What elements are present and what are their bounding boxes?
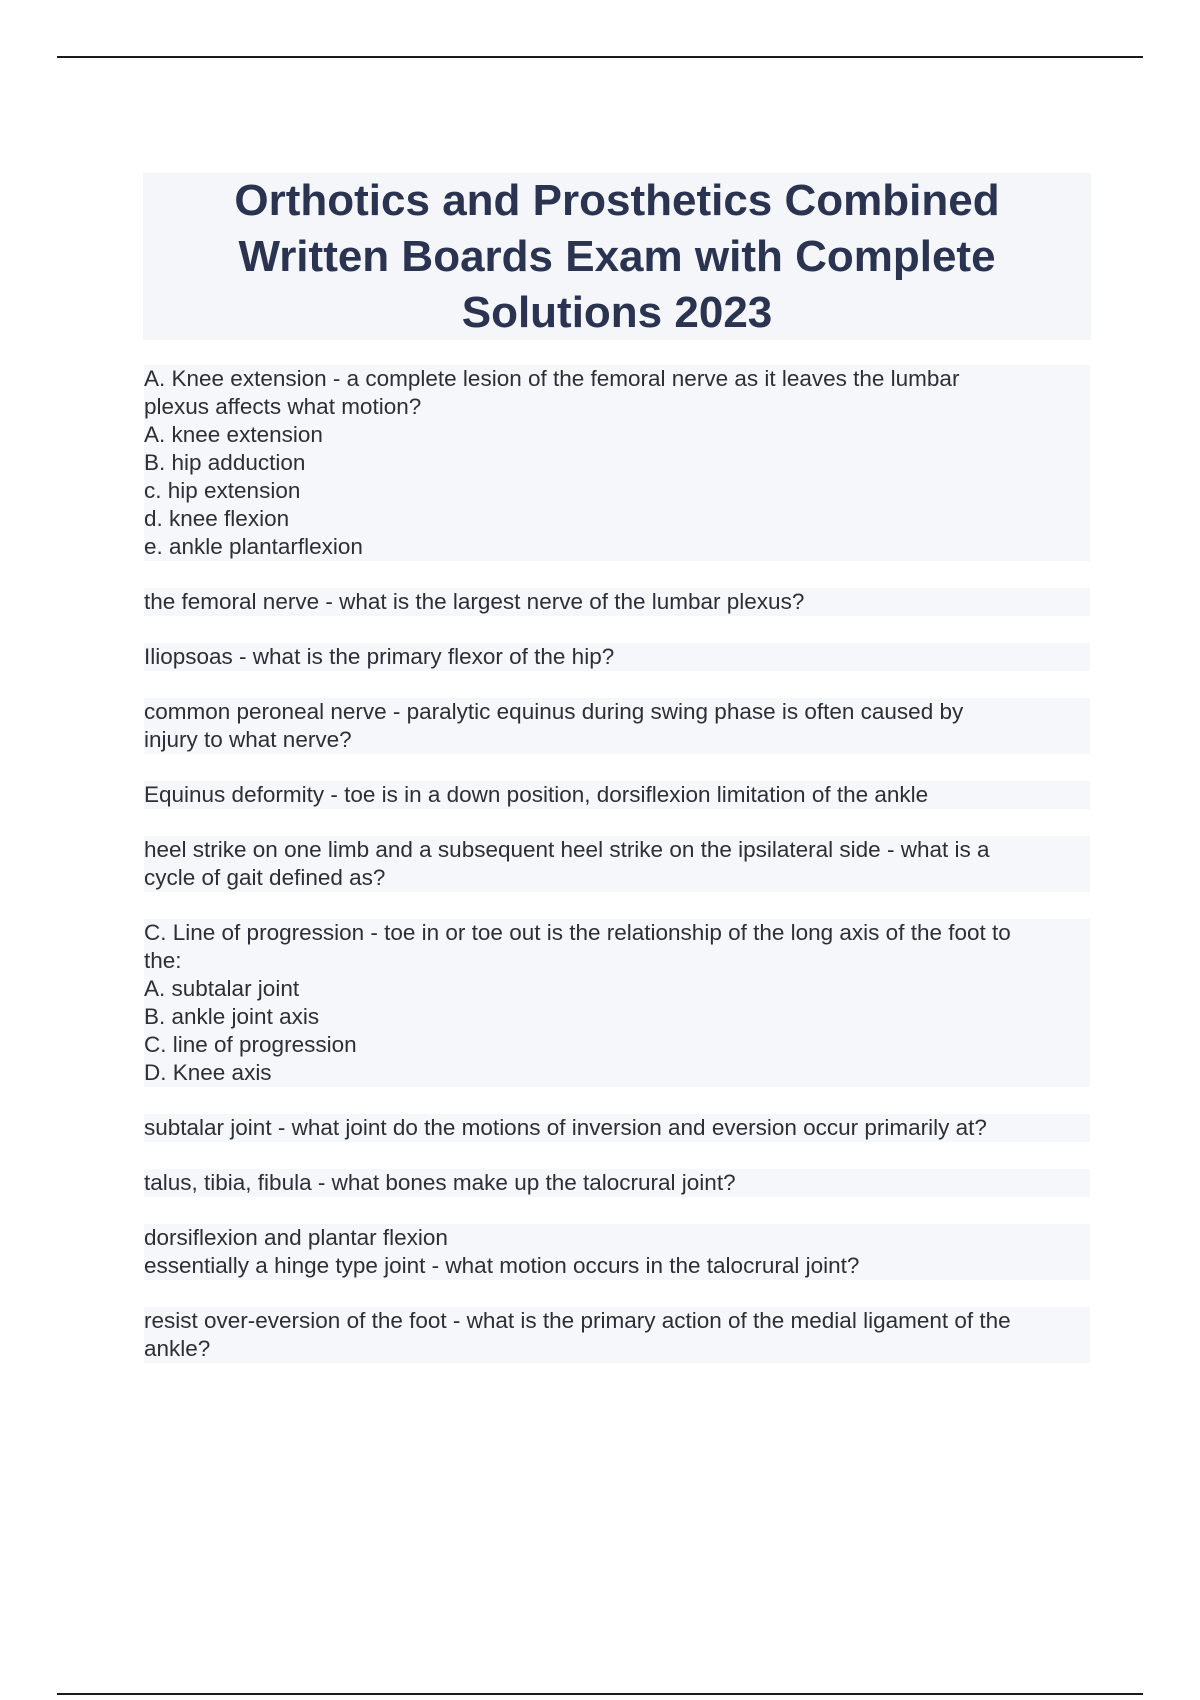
qa-line: talus, tibia, fibula - what bones make up the talocrural joint? [144, 1169, 1090, 1197]
qa-item [144, 1114, 1090, 1142]
qa-item [144, 1307, 1090, 1363]
qa-item [144, 781, 1090, 809]
qa-line: cycle of gait defined as? [144, 864, 1090, 892]
qa-line: injury to what nerve? [144, 726, 1090, 754]
qa-line: A. Knee extension - a complete lesion of the femoral nerve as it leaves the lumbar [144, 365, 1090, 393]
qa-line: subtalar joint - what joint do the motions of inversion and eversion occur primarily at? [144, 1114, 1090, 1142]
qa-item [144, 588, 1090, 616]
qa-line: A. subtalar joint [144, 975, 1090, 1003]
qa-line: d. knee flexion [144, 505, 1090, 533]
qa-line: the femoral nerve - what is the largest nerve of the lumbar plexus? [144, 588, 1090, 616]
qa-item [144, 365, 1090, 561]
qa-line: resist over-eversion of the foot - what is the primary action of the medial ligament of the [144, 1307, 1090, 1335]
qa-list [144, 365, 1090, 1390]
qa-line: common peroneal nerve - paralytic equinus during swing phase is often caused by [144, 698, 1090, 726]
qa-line: the: [144, 947, 1090, 975]
qa-line: ankle? [144, 1335, 1090, 1363]
document-title: Orthotics and Prosthetics Combined Written Boards Exam with Complete Solutions 2023 [234, 175, 1000, 337]
qa-line: Equinus deformity - toe is in a down position, dorsiflexion limitation of the ankle [144, 781, 1090, 809]
qa-line: C. Line of progression - toe in or toe out is the relationship of the long axis of the foot to [144, 919, 1090, 947]
title-banner [143, 173, 1091, 340]
qa-line: C. line of progression [144, 1031, 1090, 1059]
qa-line: c. hip extension [144, 477, 1090, 505]
qa-line: B. hip adduction [144, 449, 1090, 477]
qa-line: heel strike on one limb and a subsequent heel strike on the ipsilateral side - what is a [144, 836, 1090, 864]
top-divider [57, 56, 1143, 58]
qa-line: A. knee extension [144, 421, 1090, 449]
qa-line: e. ankle plantarflexion [144, 533, 1090, 561]
qa-line: B. ankle joint axis [144, 1003, 1090, 1031]
qa-line: D. Knee axis [144, 1059, 1090, 1087]
qa-item [144, 643, 1090, 671]
qa-item [144, 919, 1090, 1087]
qa-line: Iliopsoas - what is the primary flexor of the hip? [144, 643, 1090, 671]
bottom-divider [57, 1693, 1143, 1695]
qa-line: essentially a hinge type joint - what motion occurs in the talocrural joint? [144, 1252, 1090, 1280]
qa-line: dorsiflexion and plantar flexion [144, 1224, 1090, 1252]
qa-item [144, 836, 1090, 892]
qa-item [144, 1224, 1090, 1280]
qa-item [144, 1169, 1090, 1197]
qa-item [144, 698, 1090, 754]
qa-line: plexus affects what motion? [144, 393, 1090, 421]
